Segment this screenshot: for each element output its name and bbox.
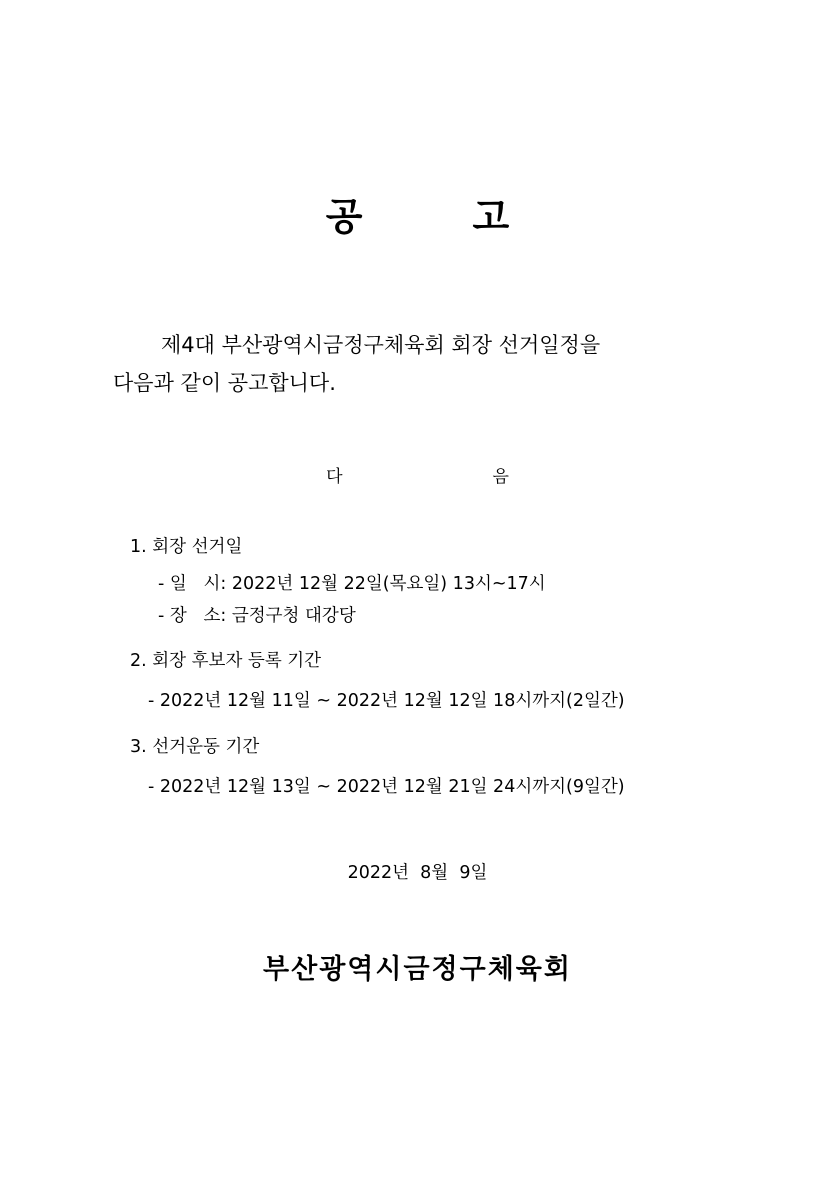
section-heading-left: 다 bbox=[326, 467, 343, 487]
notice-title bbox=[0, 193, 835, 241]
section-1-place: - 장 소: 금정구청 대강당 bbox=[158, 606, 356, 626]
section-heading-right: 음 bbox=[492, 467, 509, 487]
intro-line-2: 다음과 같이 공고합니다. bbox=[113, 371, 336, 395]
notice-title-right: 고 bbox=[472, 195, 510, 239]
section-1-datetime: - 일 시: 2022년 12월 22일(목요일) 13시~17시 bbox=[158, 574, 546, 594]
organization-name: 부산광역시금정구체육회 bbox=[263, 954, 572, 985]
section-1-title: 1. 회장 선거일 bbox=[130, 537, 243, 557]
section-3-period: - 2022년 12월 13일 ~ 2022년 12월 21일 24시까지(9일간) bbox=[148, 777, 625, 797]
intro-line-1: 제4대 부산광역시금정구체육회 회장 선거일정을 bbox=[161, 333, 601, 357]
section-heading bbox=[0, 465, 835, 489]
notice-title-left: 공 bbox=[325, 195, 363, 239]
notice-date: 2022년 8월 9일 bbox=[347, 863, 488, 883]
section-3-title: 3. 선거운동 기간 bbox=[130, 737, 260, 757]
section-2-period: - 2022년 12월 11일 ~ 2022년 12월 12일 18시까지(2일간) bbox=[148, 691, 625, 711]
section-2-title: 2. 회장 후보자 등록 기간 bbox=[130, 651, 322, 671]
